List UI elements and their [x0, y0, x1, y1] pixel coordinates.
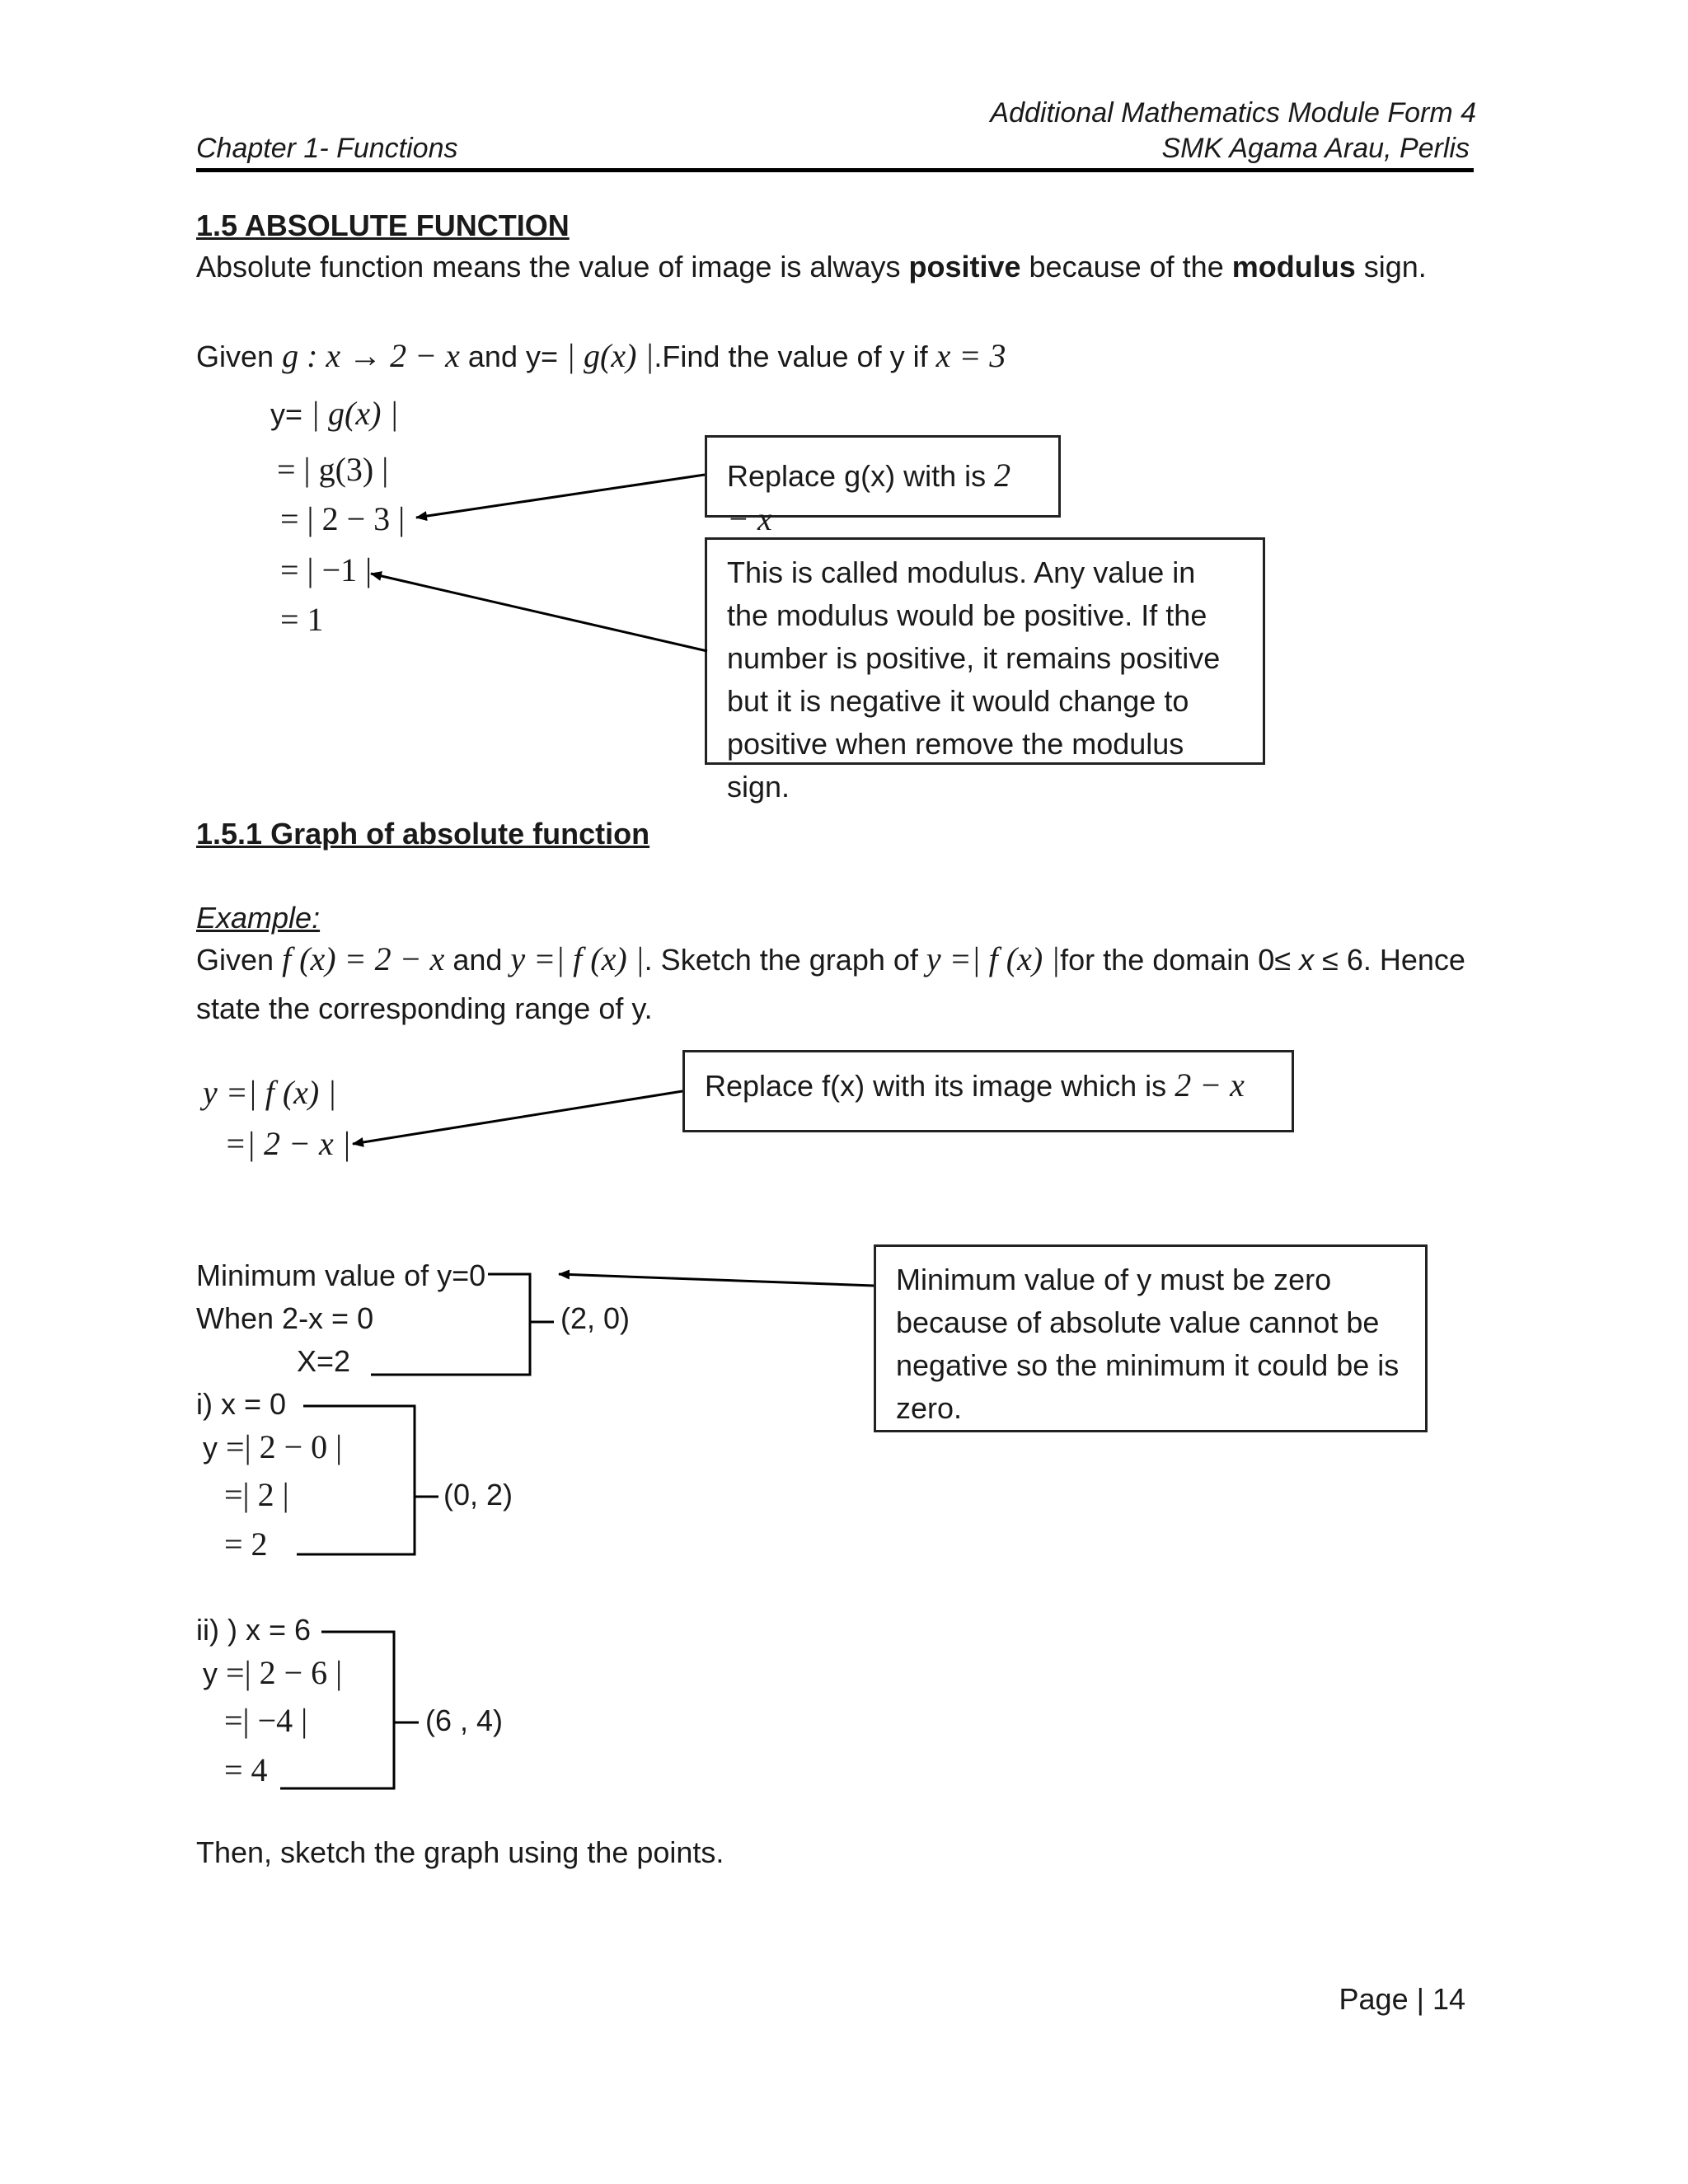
chapter-title: Chapter 1- Functions	[196, 133, 458, 164]
example-sketch: . Sketch the graph of	[644, 943, 918, 977]
page-footer	[1339, 1981, 1465, 2017]
minimum-line3: X=2	[297, 1344, 351, 1378]
note-replace-fx-text: Replace f(x) with its image which is	[705, 1069, 1175, 1103]
case1-line1	[203, 1427, 342, 1467]
intro-paragraph	[196, 249, 1427, 284]
case2-line3: = 4	[224, 1751, 268, 1788]
example-and: and	[452, 943, 503, 977]
module-title: Additional Mathematics Module Form 4	[990, 97, 1476, 129]
working1-line1: = | g(3) |	[277, 451, 389, 488]
example-given: Given	[196, 943, 274, 977]
example-line1	[196, 940, 1465, 979]
note-replace-gx-text: Replace g(x) with is	[727, 459, 995, 493]
example-y-abs-2: y =| f (x) |	[926, 940, 1061, 977]
case1-point: (0, 2)	[443, 1478, 513, 1511]
example-domain-b: ≤ 6. Hence	[1314, 943, 1465, 977]
case1-y: y	[203, 1431, 218, 1465]
question-and-y: and y=	[467, 340, 558, 373]
case1-line3: = 2	[224, 1526, 268, 1563]
case2-label: ii) ) x = 6	[196, 1613, 312, 1647]
page-number: 14	[1432, 1982, 1465, 2016]
working1-line0	[270, 394, 398, 434]
note-minimum: Minimum value of y must be zero because of absolute value cannot be negative so the minimum it could be is zero.	[874, 1244, 1428, 1432]
working1-line2: = | 2 − 3 |	[280, 500, 406, 537]
arrow-note3-to-working2	[353, 1091, 682, 1144]
arrow-note1-to-line2	[416, 475, 705, 518]
example-domain-x: x	[1299, 943, 1315, 977]
school-name: SMK Agama Arau, Perlis	[1161, 133, 1470, 164]
question-given: Given	[196, 340, 274, 373]
case1-expr1: =| 2 − 0 |	[226, 1428, 343, 1465]
minimum-point: (2, 0)	[560, 1301, 631, 1335]
working1-y-eq: y=	[270, 397, 303, 431]
section-heading: 1.5 ABSOLUTE FUNCTION	[196, 209, 570, 242]
case1-line2: =| 2 |	[224, 1476, 289, 1513]
case2-y: y	[203, 1657, 218, 1690]
working1-line3: = | −1 |	[280, 551, 373, 588]
example-fx: f (x) = 2 − x	[282, 940, 445, 977]
working1-abs-gx: | g(x) |	[311, 395, 399, 432]
case2-line1	[203, 1653, 342, 1693]
subsection-heading: 1.5.1 Graph of absolute function	[196, 817, 650, 851]
case1-label: i) x = 0	[196, 1387, 287, 1421]
note-replace-gx	[705, 435, 1061, 537]
example-y-abs: y =| f (x) |	[510, 940, 645, 977]
intro-part2: because of the	[1020, 250, 1232, 284]
working2-line1: y =| f (x) |	[203, 1074, 337, 1111]
note-replace-gx-math: 2 − x	[727, 457, 1011, 537]
note-replace-fx-math: 2 − x	[1175, 1066, 1245, 1104]
question-find: .Find the value of y if	[654, 340, 928, 373]
note-modulus: This is called modulus. Any value in the modulus would be positive. If the number is positive, it remains positive but it is negative it would change to positive when remove the modulus sign.	[705, 537, 1265, 765]
question-condition: x = 3	[935, 337, 1006, 374]
note-replace-fx	[682, 1050, 1294, 1132]
arrow-note4-to-minimum	[559, 1274, 874, 1286]
question-line	[196, 336, 1006, 376]
page-label: Page |	[1339, 1982, 1432, 2016]
minimum-line1: Minimum value of y=0	[196, 1258, 486, 1292]
header-rule	[196, 168, 1474, 172]
intro-bold-modulus: modulus	[1231, 250, 1356, 284]
working1-line4: = 1	[280, 601, 324, 638]
working2-line2: =| 2 − x |	[224, 1125, 351, 1162]
intro-part1: Absolute function means the value of image is always	[196, 250, 909, 284]
question-function: g : x → 2 − x	[282, 337, 460, 374]
case2-expr1: =| 2 − 6 |	[226, 1654, 343, 1691]
intro-part3: sign.	[1355, 250, 1427, 284]
case2-point: (6 , 4)	[425, 1704, 504, 1737]
question-abs-gx: | g(x) |	[566, 337, 654, 374]
closing-text: Then, sketch the graph using the points.	[196, 1835, 724, 1869]
arrow-note2-to-line3	[371, 574, 707, 651]
minimum-line2: When 2-x = 0	[196, 1301, 374, 1335]
example-domain-a: for the domain 0≤	[1060, 943, 1300, 977]
intro-bold-positive: positive	[908, 250, 1021, 284]
example-label: Example:	[196, 901, 321, 935]
case2-line2: =| −4 |	[224, 1702, 308, 1739]
example-line2: state the corresponding range of y.	[196, 991, 653, 1025]
